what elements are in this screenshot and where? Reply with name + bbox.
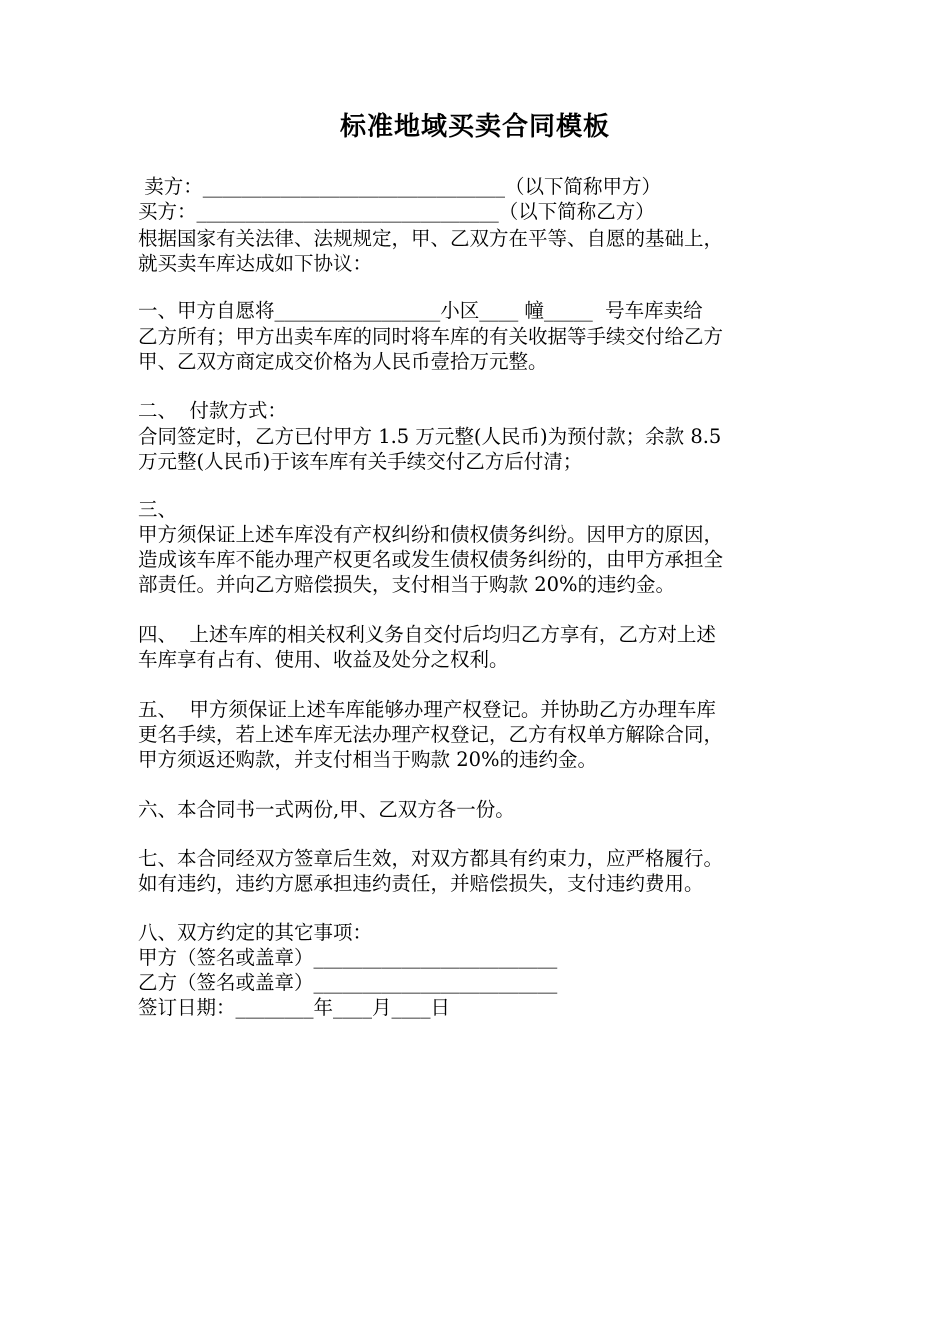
- clause-2-line-2: 万元整(人民币)于该车库有关手续交付乙方后付清；: [138, 450, 583, 473]
- clause-5-line-3: 甲方须返还购款，并支付相当于购款 20%的违约金。: [138, 748, 598, 771]
- clause-1-line-2: 乙方所有；甲方出卖车库的同时将车库的有关收据等手续交付给乙方: [138, 325, 724, 348]
- clause-3-heading: 三、: [138, 498, 178, 521]
- clause-4-line-2: 车库享有占有、使用、收益及处分之权利。: [138, 648, 509, 671]
- clause-7-line-1: 七、本合同经双方签章后生效，对双方都具有约束力，应严格履行。: [138, 847, 724, 870]
- clause-5-line-2: 更名手续，若上述车库无法办理产权登记，乙方有权单方解除合同，: [138, 723, 724, 746]
- seller-line: 卖方：_______________________________（以下简称甲方）: [138, 175, 661, 198]
- party-b-signature-line: 乙方（签名或盖章）_________________________: [138, 971, 558, 994]
- signing-date-line: 签订日期：________年____月____日: [138, 996, 451, 1019]
- clause-2-line-1: 合同签定时，乙方已付甲方 1.5 万元整(人民币)为预付款；余款 8.5: [138, 425, 722, 448]
- clause-3-line-1: 甲方须保证上述车库没有产权纠纷和债权债务纠纷。因甲方的原因，: [138, 523, 724, 546]
- clause-7-line-2: 如有违约，违约方愿承担违约责任，并赔偿损失，支付违约费用。: [138, 872, 704, 895]
- clause-8-heading: 八、双方约定的其它事项：: [138, 921, 373, 944]
- clause-5-line-1: 五、 甲方须保证上述车库能够办理产权登记。并协助乙方办理车库: [138, 698, 716, 721]
- clause-3-line-2: 造成该车库不能办理产权更名或发生债权债务纠纷的，由甲方承担全: [138, 548, 724, 571]
- document-title: 标准地域买卖合同模板: [339, 112, 610, 142]
- clause-3-line-3: 部责任。并向乙方赔偿损失，支付相当于购款 20%的违约金。: [138, 573, 676, 596]
- clause-1-line-3: 甲、乙双方商定成交价格为人民币壹拾万元整。: [138, 350, 548, 373]
- clause-6-line: 六、本合同书一式两份,甲、乙双方各一份。: [138, 798, 515, 821]
- buyer-line: 买方：_______________________________（以下简称乙方）: [138, 200, 655, 223]
- clause-2-heading: 二、 付款方式：: [138, 399, 287, 422]
- preamble-line-2: 就买卖车库达成如下协议：: [138, 252, 373, 275]
- party-a-signature-line: 甲方（签名或盖章）_________________________: [138, 946, 558, 969]
- clause-4-line-1: 四、 上述车库的相关权利义务自交付后均归乙方享有，乙方对上述: [138, 623, 716, 646]
- preamble-line-1: 根据国家有关法律、法规规定，甲、乙双方在平等、自愿的基础上，: [138, 227, 724, 250]
- clause-1-line-1: 一、甲方自愿将_________________小区____ 幢_____ 号车库卖给: [138, 299, 703, 322]
